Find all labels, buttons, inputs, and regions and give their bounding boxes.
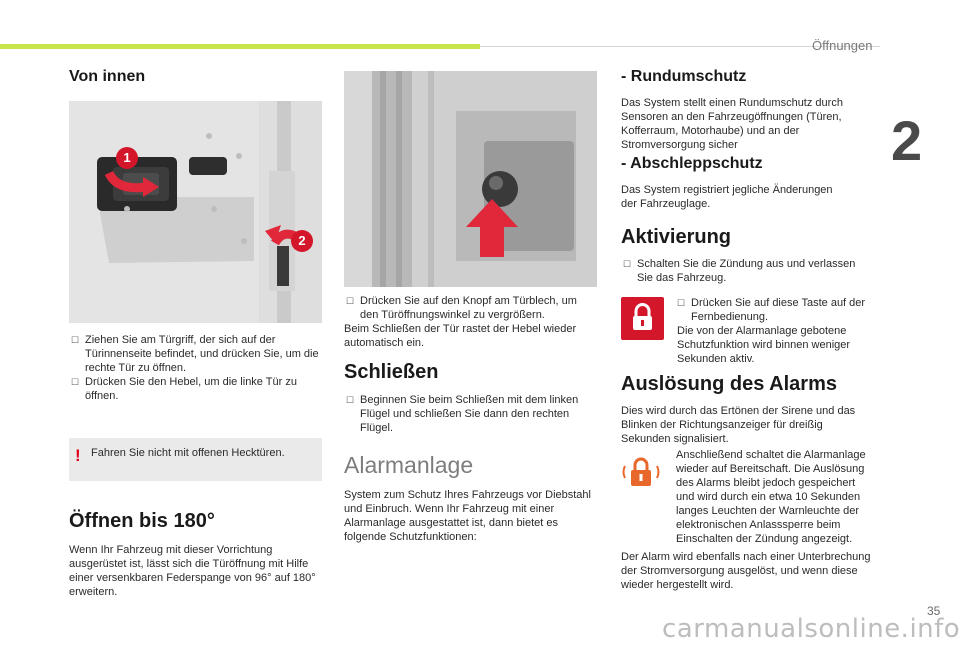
bullet-pull-handle: ☐ Ziehen Sie am Türgriff, der sich auf der Türinnenseite befindet, und drücken Sie, um die rechte Tür zu öffnen. <box>71 334 319 374</box>
remote-lock-button-icon <box>621 297 664 340</box>
paragraph-oeffnen-180: Wenn Ihr Fahrzeug mit dieser Vorrichtung ausgerüstet ist, lässt sich die Türöffnung mit Hilfe einer versenkbaren Federspange von 96° auf 180° erweitern. <box>69 544 316 598</box>
header-accent-bar <box>0 44 480 49</box>
door-handle-photo <box>69 101 322 323</box>
heading-abschleppschutz: - Abschleppschutz <box>621 155 763 172</box>
heading-oeffnen-180: Öffnen bis 180° <box>69 510 215 532</box>
paragraph-abschleppschutz: Das System registriert jegliche Änderungen der Fahrzeuglage. <box>621 184 833 210</box>
marker-1: 1 <box>116 147 138 169</box>
chapter-title: Öffnungen <box>812 38 873 53</box>
checkbox-bullet-icon: ☐ <box>71 335 80 345</box>
heading-von-innen: Von innen <box>69 68 146 85</box>
padlock-icon <box>621 297 664 340</box>
heading-alarmanlage: Alarmanlage <box>344 452 474 478</box>
bullet-press-lever: ☐ Drücken Sie den Hebel, um die linke Tür zu öffnen. <box>71 376 297 402</box>
checkbox-bullet-icon: ☐ <box>677 298 686 308</box>
checkbox-bullet-icon: ☐ <box>346 395 355 405</box>
door-button-photo <box>344 71 597 287</box>
bullet-switch-off-ignition: ☐ Schalten Sie die Zündung aus und verlassen Sie das Fahrzeug. <box>623 258 856 284</box>
warning-text: Fahren Sie nicht mit offenen Hecktüren. <box>91 447 285 459</box>
paragraph-lever-locks: Beim Schließen der Tür rastet der Hebel wieder automatisch ein. <box>344 323 577 349</box>
alarm-padlock-icon <box>621 456 661 488</box>
checkbox-bullet-icon: ☐ <box>623 259 632 269</box>
heading-schliessen: Schließen <box>344 361 439 383</box>
door-button-illustration <box>344 71 597 287</box>
paragraph-protection-active: Die von der Alarmanlage gebotene Schutzfunktion wird binnen weniger Sekunden aktiv. <box>677 325 851 365</box>
heading-ausloesung: Auslösung des Alarms <box>621 373 837 395</box>
paragraph-ausloesung: Dies wird durch das Ertönen der Sirene und das Blinken der Richtungsanzeiger für dreißig Sekunden signalisiert. <box>621 405 856 445</box>
watermark: carmanualsonline.info <box>662 614 960 644</box>
page-number: 35 <box>927 604 941 618</box>
bullet-press-button: ☐ Drücken Sie auf den Knopf am Türblech, um den Türöffnungswinkel zu vergrößern. <box>346 295 577 321</box>
heading-rundumschutz: - Rundumschutz <box>621 68 747 85</box>
checkbox-bullet-icon: ☐ <box>71 377 80 387</box>
marker-2: 2 <box>291 230 313 252</box>
bullet-press-remote: ☐ Drücken Sie auf diese Taste auf der Fernbedienung. <box>677 297 866 323</box>
bullet-close-order: ☐ Beginnen Sie beim Schließen mit dem linken Flügel und schließen Sie dann den rechten Flügel. <box>346 394 579 434</box>
exclamation-icon: ! <box>75 446 81 465</box>
paragraph-alarm-standby: Anschließend schaltet die Alarmanlage wieder auf Bereitschaft. Die Auslösung des Alarms bleibt jedoch gespeichert und wird durch ein etwa 10 Sekunden langes Leuchten der Warnleuchte der elektronischen Anlasssperre beim Einschalten der Zündung angezeigt. <box>676 449 866 545</box>
checkbox-bullet-icon: ☐ <box>346 296 355 306</box>
paragraph-rundumschutz: Das System stellt einen Rundumschutz durch Sensoren an den Fahrzeugöffnungen (Türen, Kofferraum, Motorhaube) und an der Stromversorgung sicher <box>621 97 843 151</box>
door-interior-illustration <box>69 101 322 323</box>
paragraph-alarmanlage: System zum Schutz Ihres Fahrzeugs vor Diebstahl und Einbruch. Wenn Ihr Fahrzeug mit einer Alarmanlage ausgestattet ist, dann bietet es folgende Schutzfunktionen: <box>344 489 591 543</box>
paragraph-power-interruption: Der Alarm wird ebenfalls nach einer Unterbrechung der Stromversorgung ausgelöst, und wenn diese wieder hergestellt wird. <box>621 551 871 591</box>
heading-aktivierung: Aktivierung <box>621 226 732 248</box>
chapter-number: 2 <box>891 109 923 172</box>
warning-box <box>69 438 322 481</box>
